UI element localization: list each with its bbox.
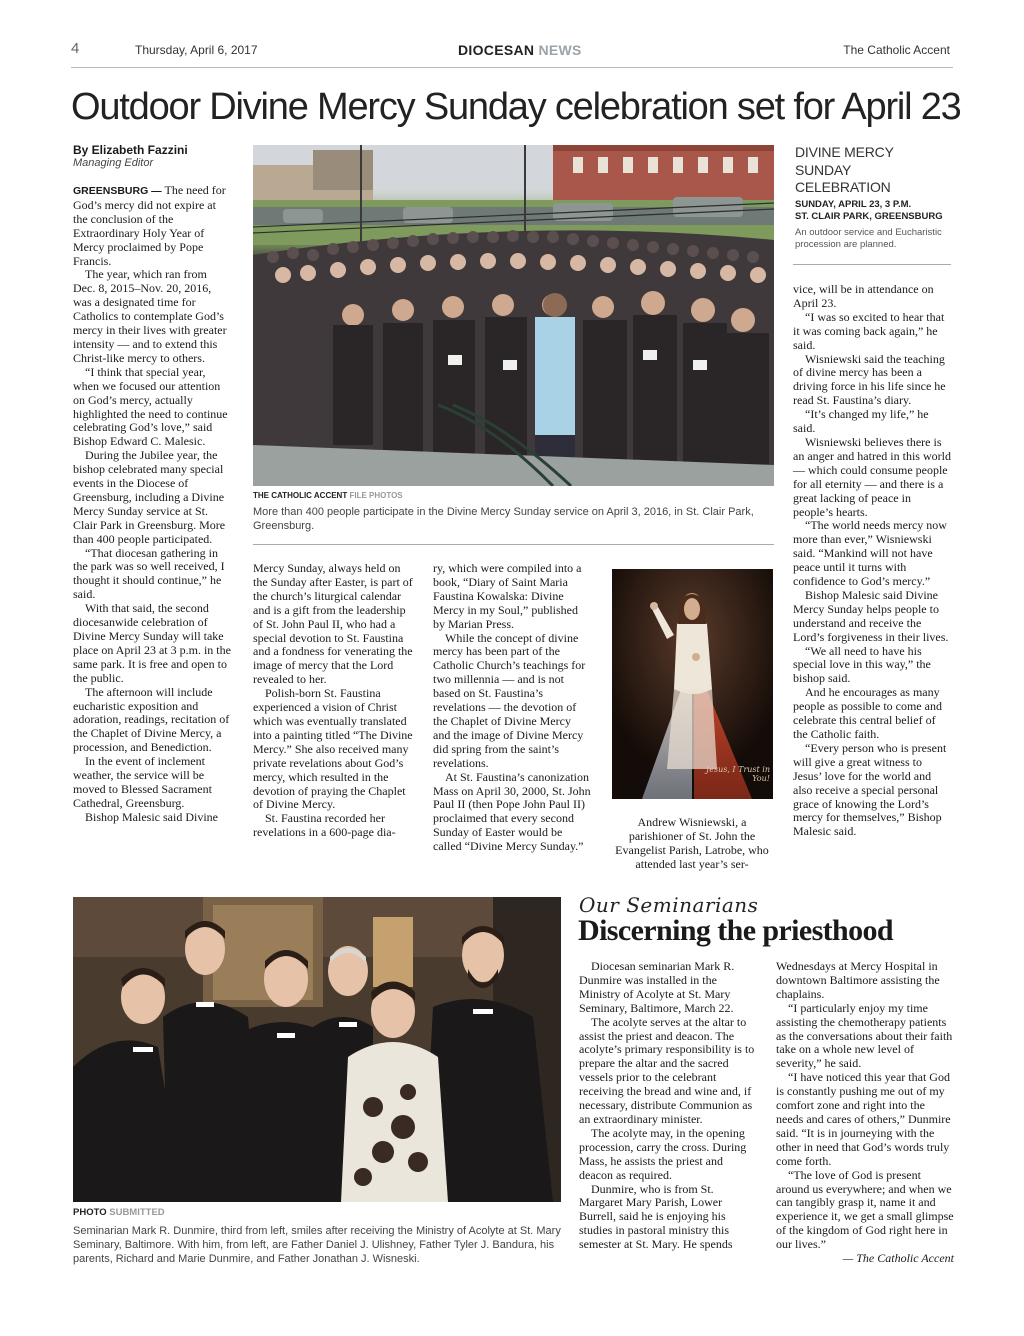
article-column-4 [793, 283, 951, 839]
sidebar-description: An outdoor service and Eucharistic procession are planned. [795, 227, 942, 250]
paragraph: The acolyte may, in the opening procession, carry the cross. During Mass, he assists the priest and deacon as required. [579, 1125, 747, 1182]
paragraph: Polish-born St. Faustina experienced a vision of Christ which was eventually translated into a painting titled “The Divine Mercy.” She also received many private revelations about God’s mercy, which resulted in the devotion of praying the Chaplet of Divine Mercy. [253, 686, 413, 812]
paragraph: “We all need to have his special love in this way,” the bishop said. [793, 643, 931, 686]
sidebar-when: SUNDAY, APRIL 23, 3 P.M. [795, 199, 912, 210]
paragraph: During the Jubilee year, the bishop celebrated many special events in the Diocese of Greensburg, including a Divine Mercy Sunday service at St. Clair Park in Greensburg. More than 400 people participated. [73, 448, 226, 546]
paragraph: Bishop Malesic said Divine [85, 809, 218, 824]
article-headline: Outdoor Divine Mercy Sunday celebration set for April 23 [71, 86, 961, 128]
paragraph: “The world needs mercy now more than ever,” Wisniewski said. “Mankind will not have peace until it turns with confidence to God’s mercy.” [793, 518, 947, 589]
paragraph: ry, which were compiled into a book, “Diary of Saint Maria Faustina Kowalska: Divine Mercy in my Soul,” published by Marian Press. [433, 561, 582, 631]
crowd-photo [253, 145, 774, 486]
page-number: 4 [71, 40, 80, 57]
header-date: Thursday, April 6, 2017 [135, 43, 258, 57]
signoff: — The Catholic Accent [842, 1251, 954, 1266]
paragraph: At St. Faustina’s canonization Mass on April 30, 2000, St. John Paul II (then Pope John Paul II) proclaimed that every second Sunday of Easter would be called “Divine Mercy Sunday.” [433, 769, 591, 854]
paragraph: “It’s changed my life,” he said. [793, 407, 929, 436]
paragraph: While the concept of divine mercy has been part of the Catholic Church’s teachings for two millennia — and is not based on St. Faustina’s revelations — the devotion of the Chaplet of Divine Mercy and the image of Divine Mercy did spring from the saint’s revelations. [433, 630, 586, 770]
paragraph: The acolyte serves at the altar to assist the priest and deacon. The acolyte’s primary responsibility is to prepare the altar and the sacred vessels prior to the celebrant receiving the bread and wine and, if necessary, distribute Communion as an extraordinary minister. [579, 1014, 755, 1126]
article-column-1 [73, 184, 231, 825]
article-column-3 [433, 562, 591, 854]
paragraph: “Every person who is present will give a great witness to Jesus’ love for the world and also receive a special personal grace of knowing the Lord’s mercy for themselves,” Bishop Malesic said. [793, 740, 947, 839]
paragraph: St. Faustina recorded her revelations in a 600-page dia- [253, 811, 396, 840]
paragraph: Bishop Malesic said Divine Mercy Sunday helps people to understand and receive the Lord’s forgiveness in their lives. [793, 587, 949, 644]
byline-role: Managing Editor [73, 157, 154, 169]
paragraph: Wednesdays at Mercy Hospital in downtown Baltimore assisting the chaplains. [776, 959, 940, 1001]
paragraph: “The love of God is present around us everywhere; and when we can tangibly grasp it, name it and experience it, we get a small glimpse of the kingdom of God right here in our lives.” [776, 1167, 954, 1252]
publication-name: The Catholic Accent [843, 43, 950, 57]
story-column-2 [776, 960, 954, 1266]
crowd-photo-illustration [253, 145, 774, 486]
dateline: GREENSBURG — [73, 185, 162, 197]
paragraph: “I have noticed this year that God is constantly pushing me out of my comfort zone and right into the needs and cares of others,” Dunmire said. “It is in journeying with the other in need that God’s words truly come forth. [776, 1070, 951, 1168]
paragraph: “I was so excited to hear that it was coming back again,” he said. [793, 309, 945, 352]
section-title-main: DIOCESAN [458, 42, 535, 58]
sidebar-title: DIVINE MERCY SUNDAY CELEBRATION [795, 144, 894, 195]
section-title-accent: NEWS [538, 42, 582, 58]
story-headline: Discerning the priesthood [578, 914, 894, 947]
story-column-1 [579, 960, 757, 1252]
photo-credit: THE CATHOLIC ACCENT FILE PHOTOS [253, 491, 403, 500]
paragraph: Mercy Sunday, always held on the Sunday after Easter, is part of the church’s liturgical calendar and is a gift from the leadership of St. John Paul II, who had a special devotion to St. Faustina and a fondness for venerating the image of mercy that the Lord revealed to her. [253, 561, 413, 687]
paragraph: The afternoon will include eucharistic exposition and adoration, readings, recitation of the Chaplet of Divine Mercy, a procession, and Benediction. [73, 684, 230, 755]
paragraph: “I particularly enjoy my time assisting the chemotherapy patients as the conversations about their faith take on a whole new level of severity,” he said. [776, 1000, 953, 1071]
painting-inscription: Jesus, I Trust in You! [706, 765, 770, 783]
paragraph: In the event of inclement weather, the service will be moved to Blessed Sacrament Cathedral, Greensburg. [73, 754, 212, 810]
paragraph: “That diocesan gathering in the park was so well received, I thought it should continue,” he said. [73, 545, 225, 602]
sidebar-divider [793, 264, 951, 265]
paragraph: The year, which ran from Dec. 8, 2015–Nov. 20, 2016, was a designated time for Catholics to contemplate God’s mercy in their lives with greater intensity — and to extend this Christ-like mercy to others. [73, 267, 227, 365]
article-column-2 [253, 562, 413, 840]
seminarian-photo-caption: Seminarian Mark R. Dunmire, third from left, smiles after receiving the Ministry of Acolyte at St. Mary Seminary, Baltimore. With him, from left, are Father Daniel J. Ulishney, Father Tyler J. Bandura, his parents, Richard and Marie Dunmire, and Father Jonathan J. Wisneski. [73, 1225, 561, 1265]
section-title [458, 42, 582, 58]
seminarian-photo-illustration [73, 897, 561, 1202]
byline: By Elizabeth Fazzini [73, 143, 188, 157]
paragraph: Diocesan seminarian Mark R. Dunmire was installed in the Ministry of Acolyte at St. Mary Seminary, Baltimore, March 22. [579, 959, 735, 1015]
sidebar-where: ST. CLAIR PARK, GREENSBURG [795, 211, 943, 222]
caption-divider [253, 544, 774, 545]
paragraph: Wisniewski said the teaching of divine mercy has been a driving force in his life since he read St. Faustina’s diary. [793, 351, 946, 408]
header-divider [71, 67, 953, 68]
paragraph: GREENSBURG — The need for God’s mercy did not expire at the conclusion of the Extraordinary Holy Year of Mercy proclaimed by Pope Francis. [73, 183, 226, 268]
divine-mercy-image [612, 569, 773, 799]
paragraph: With that said, the second diocesanwide celebration of Divine Mercy Sunday will take place on April 23 at 3 p.m. in the same park. It is free and open to the public. [73, 601, 231, 685]
paragraph: vice, will be in attendance on April 23. [793, 282, 934, 310]
paragraph: Wisniewski believes there is an anger and hatred in this world — which could consume people for all eternity — and there is a great lacking of peace in people’s hearts. [793, 434, 951, 519]
paragraph: And he encourages as many people as possible to come and celebrate this central belief of the Catholic faith. [793, 685, 942, 741]
image-caption: Andrew Wisniewski, a parishioner of St. John the Evangelist Parish, Latrobe, who attended last year’s ser- [615, 815, 769, 871]
story-kicker: Our Seminarians [579, 893, 759, 917]
paragraph: Dunmire, who is from St. Margaret Mary Parish, Lower Burrell, said he is enjoying his studies in pastoral ministry this semester at St. Mary. He spends [579, 1181, 733, 1252]
seminarian-photo-credit: PHOTO SUBMITTED [73, 1207, 165, 1218]
seminarian-photo [73, 897, 561, 1202]
photo-caption: More than 400 people participate in the Divine Mercy Sunday service on April 3, 2016, in St. Clair Park, Greensburg. [253, 506, 754, 532]
paragraph: “I think that special year, when we focused our attention on God’s mercy, actually highlighted the need to continue celebrating God’s love,” said Bishop Edward C. Malesic. [73, 364, 228, 449]
